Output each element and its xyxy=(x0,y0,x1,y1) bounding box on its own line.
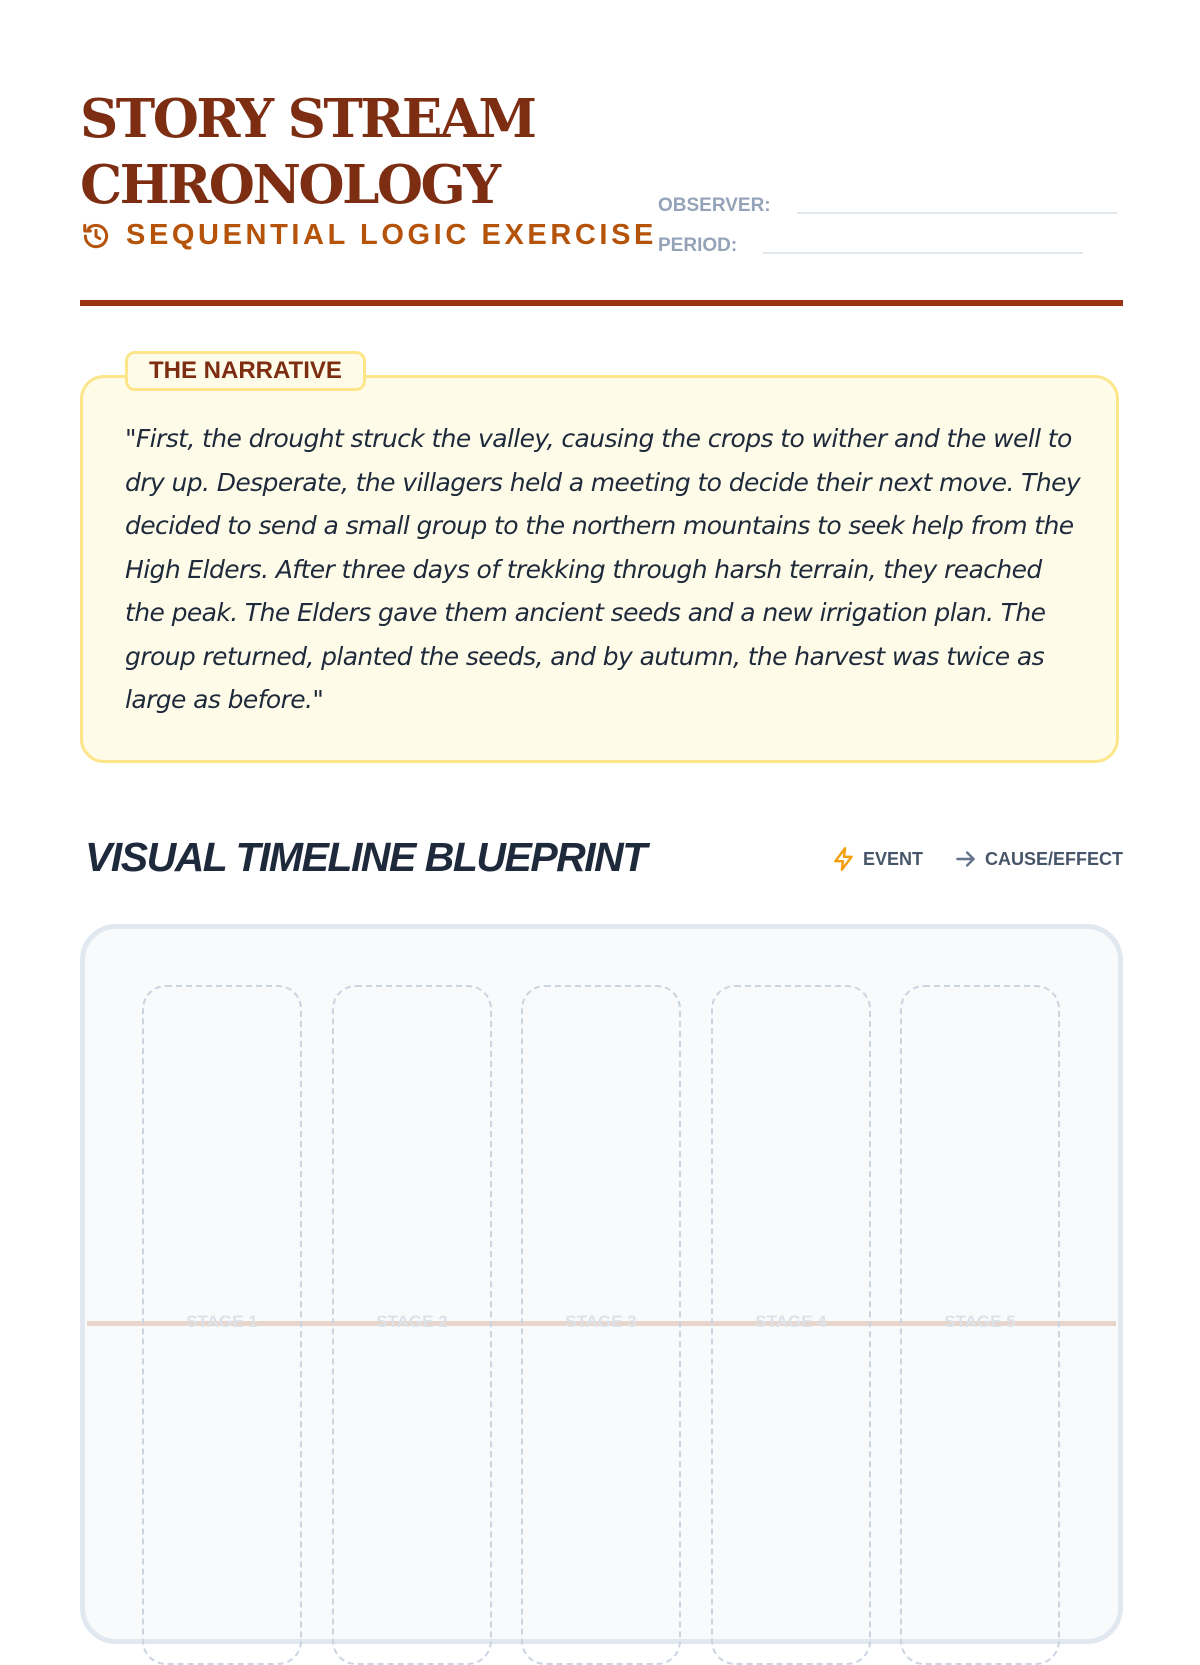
period-field[interactable] xyxy=(763,252,1083,254)
period-row xyxy=(658,235,1083,257)
period-label: PERIOD: xyxy=(658,235,738,256)
history-icon xyxy=(81,221,111,251)
narrative-text: "First, the drought struck the valley, causing the crops to wither and the well to dry up. Desperate, the villagers held a meeting to decide their next move. They decided to send a small group to the northern mountains to seek help from the High Elders. After three days of trekking through harsh terrain, they reached the peak. The Elders gave them ancient seeds and a new irrigation plan. The group returned, planted the seeds, and by autumn, the harvest was twice as large as before." xyxy=(125,424,1081,714)
timeline-title: VISUAL TIMELINE BLUEPRINT xyxy=(85,834,646,880)
stage-label-3: STAGE 3 xyxy=(565,1312,637,1331)
subtitle-text: SEQUENTIAL LOGIC EXERCISE xyxy=(126,219,657,251)
observer-label: OBSERVER: xyxy=(658,195,771,216)
legend-item-event xyxy=(831,846,923,872)
arrow-right-icon xyxy=(953,846,979,872)
narrative-tag: THE NARRATIVE xyxy=(125,351,366,391)
stage-label-5: STAGE 5 xyxy=(944,1312,1016,1331)
page-title xyxy=(80,86,535,218)
stage-label-4: STAGE 4 xyxy=(755,1312,827,1331)
observer-row xyxy=(658,195,1117,217)
stage-label-2: STAGE 2 xyxy=(376,1312,448,1331)
page-title-line-2: CHRONOLOGY xyxy=(80,154,499,216)
legend xyxy=(801,846,1123,872)
page-title-line-1: STORY STREAM xyxy=(80,88,535,150)
legend-label-cause-effect: CAUSE/EFFECT xyxy=(984,848,1123,869)
lightning-bolt-icon xyxy=(831,846,857,872)
stage-label-1: STAGE 1 xyxy=(186,1312,258,1331)
header-divider xyxy=(80,300,1123,306)
observer-field[interactable] xyxy=(797,212,1117,214)
legend-label-event: EVENT xyxy=(862,848,923,869)
subtitle xyxy=(81,219,657,252)
legend-item-cause-effect xyxy=(953,846,1123,872)
